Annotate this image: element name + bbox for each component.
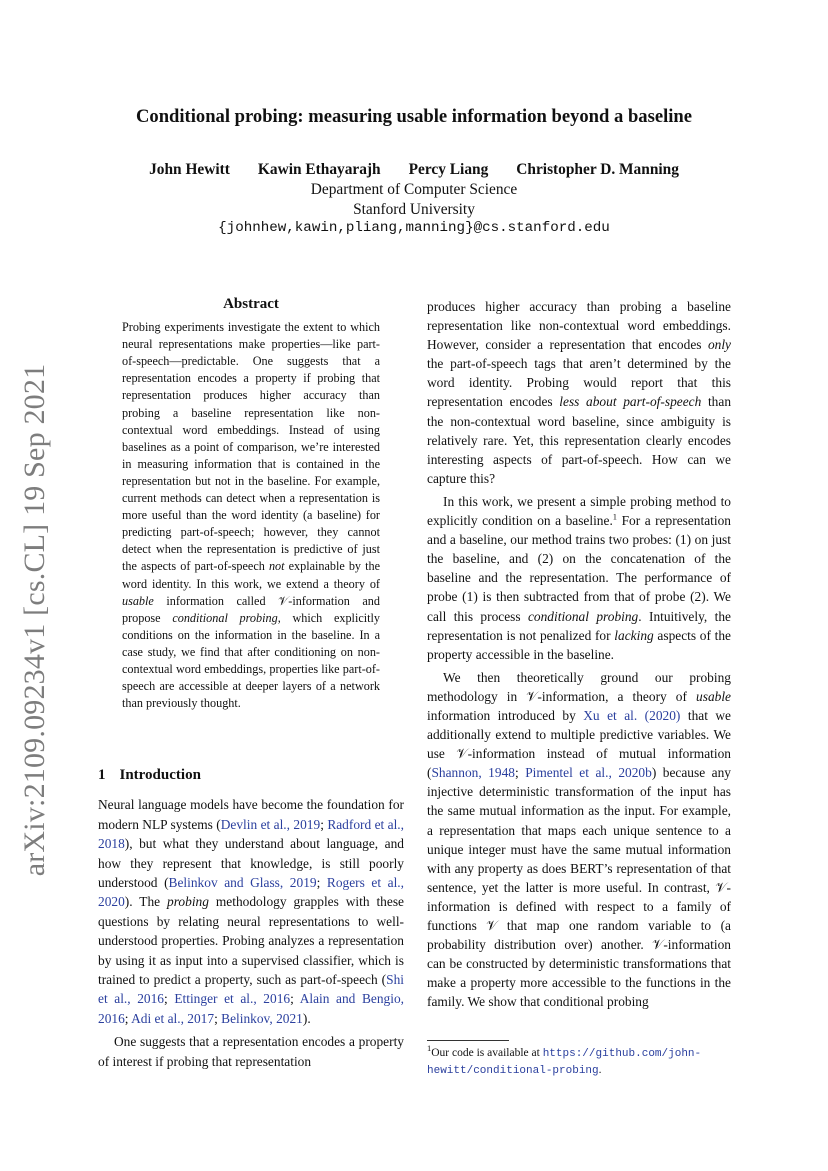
text-run: methodology grapples with these questions by relating neural representations to well-understood properties. Probing analyzes a representation by using it as input into a supervised classifier, which is trained to predict a property, such as part-of-speech ( [98,894,404,988]
introduction-section [98,766,404,1071]
footnote [427,1043,737,1079]
text-run: , which explicitly conditions on the information in the baseline. In a case study, we find that after conditioning on non-contextual word embeddings, properties like part-of-speech are accessible at deeper layers of a network than previously thought. [122,610,380,711]
paragraph [98,795,404,1028]
citation-link[interactable]: Pimentel et al., 2020b [525,765,652,781]
emphasis: usable [696,688,731,704]
code-url-link[interactable]: https://github.com/john-hewitt/conditional-probing [427,1048,702,1077]
emphasis: lacking [614,627,654,643]
text-run: ). The [124,894,168,910]
emphasis: probing [167,894,209,910]
text-run: ). [302,1010,311,1026]
author-name: John Hewitt [149,161,230,178]
citation-link[interactable]: Xu et al. (2020) [583,707,681,723]
abstract-section [122,296,380,712]
text-run: Probing experiments investigate the extent to which neural representations make properties—like part-of-speech—predictable. One suggests that a representation encodes a property if probing that representation produces higher accuracy than probing a baseline representation like non-contextual word embeddings. Instead of using baselines as a point of comparison, we’re interested in measuring information that is contained in the representation but not in the baseline. For example, current methods can detect when a representation is more useful than the word identity (a baseline) for predicting part-of-speech; however, they cannot detect when the representation is predictive of just the aspects of part-of-speech [122,320,380,574]
text-run: ; [164,991,175,1007]
citation-link[interactable]: Ettinger et al., 2016 [174,991,291,1007]
paragraph: One suggests that a representation encodes a property of interest if probing that representation [98,1034,404,1069]
text-run: ; [514,765,526,781]
arxiv-id: arXiv:2109.09234v1 [cs.CL] 19 Sep 2021 [18,363,51,877]
author-name: Christopher D. Manning [516,161,679,178]
emphasis: not [268,559,285,574]
citation-link[interactable]: Alain and Bengio, 2016 [98,991,405,1026]
footnote-text-end: . [598,1063,602,1076]
emphasis: conditional probing [172,610,278,625]
text-run: We then theoretically ground our probing methodology in 𝒱-information, a theory of [427,669,731,704]
affiliation-department: Department of Computer Science [310,180,518,198]
arxiv-sidebar-stamp [12,363,58,877]
emphasis: usable [122,593,154,608]
footnote-text: Our code is available at [431,1047,543,1059]
footnote-marker[interactable]: 1 [612,511,618,522]
abstract-text [122,319,380,712]
text-run: information introduced by [427,707,584,723]
author-emails: {johnhew,kawin,pliang,manning}@cs.stanford.edu [218,220,610,237]
citation-link[interactable]: Shannon, 1948 [431,765,515,781]
text-run: than the non-contextual word baseline, since ambiguity is relatively rare. Yet, this representation clearly encodes interesting aspects of part-of-speech. How can we capture this? [427,394,732,486]
citation-link[interactable]: Adi et al., 2017 [131,1010,215,1026]
text-run: ; [214,1010,222,1026]
paragraph [427,492,731,664]
abstract-heading: Abstract [223,296,279,312]
text-run: produces higher accuracy than probing a baseline representation like non-contextual word embeddings. However, consider a representation that encodes [427,299,731,353]
footnote-divider [427,1040,509,1041]
text-run: ) because any injective deterministic transformation of the input has the same mutual information as the input. For example, a representation that maps each unique sentence to a unique integer must have the same mutual information with any property as does BERT’s representation of that sentence, yet the latter is more useful. In contrast, 𝒱-information is defined with respect to a family of functions 𝒱 that map one random variable to (a probability distribution over) another. 𝒱-information can be constructed by deterministic transformations that make a property more accessible to the functions in the family. We show that conditional probing [427,765,731,1010]
paragraph [427,668,731,1012]
author-names [0,160,828,180]
text-run: ; [320,816,328,832]
author-block [0,160,828,239]
text-run: ; [316,875,327,891]
text-run: ; [124,1010,132,1026]
text-run: ), but what they understand about language, and how they represent that knowledge, is still poorly understood ( [98,836,404,891]
text-run: the part-of-speech tags that aren’t determined by the word identity. Probing would report that this representation encodes [427,356,731,410]
section-number: 1 [98,767,106,783]
section-heading [98,766,404,785]
emphasis: less about part-of-speech [559,394,702,410]
citation-link[interactable]: Devlin et al., 2019 [220,816,321,832]
text-run: For a representation and a baseline, our method trains two probes: (1) on just the baseline, and (2) on the concatenation of the baseline and the representation. The performance of probe (1) is then subtracted from that of probe (2). We call this process [427,513,731,624]
affiliation-university: Stanford University [353,200,475,218]
author-name: Percy Liang [408,161,489,178]
citation-link[interactable]: Shi et al., 2016 [98,972,404,1007]
citation-link[interactable]: Belinkov and Glass, 2019 [168,875,317,891]
text-run: Neural language models have become the foundation for modern NLP systems ( [98,797,404,832]
text-run: In this work, we present a simple probing method to explicitly condition on a baseline. [427,493,731,529]
text-run: information called 𝒱-information and propose [122,593,380,625]
citation-link[interactable]: Belinkov, 2021 [221,1010,303,1026]
paragraph [427,297,731,488]
citation-link[interactable]: Rogers et al., 2020 [98,875,404,910]
emphasis: conditional probing [527,608,639,624]
section-title: Introduction [119,767,201,783]
text-run: that we additionally extend to multiple predictive variables. We use 𝒱-information instead of mutual information ( [427,707,732,781]
text-run: . Intuitively, the representation is not penalized for [427,608,731,643]
text-run: ; [290,991,300,1007]
right-column [427,297,731,1011]
emphasis: only [707,337,731,353]
citation-link[interactable]: Radford et al., 2018 [98,816,404,852]
paper-title: Conditional probing: measuring usable information beyond a baseline [135,106,692,127]
author-name: Kawin Ethayarajh [257,161,381,178]
text-run: explainable by the word identity. In this work, we extend a theory of [122,559,380,591]
text-run: aspects of the property accessible in the baseline. [427,627,731,662]
footnote-number: 1 [427,1043,432,1054]
